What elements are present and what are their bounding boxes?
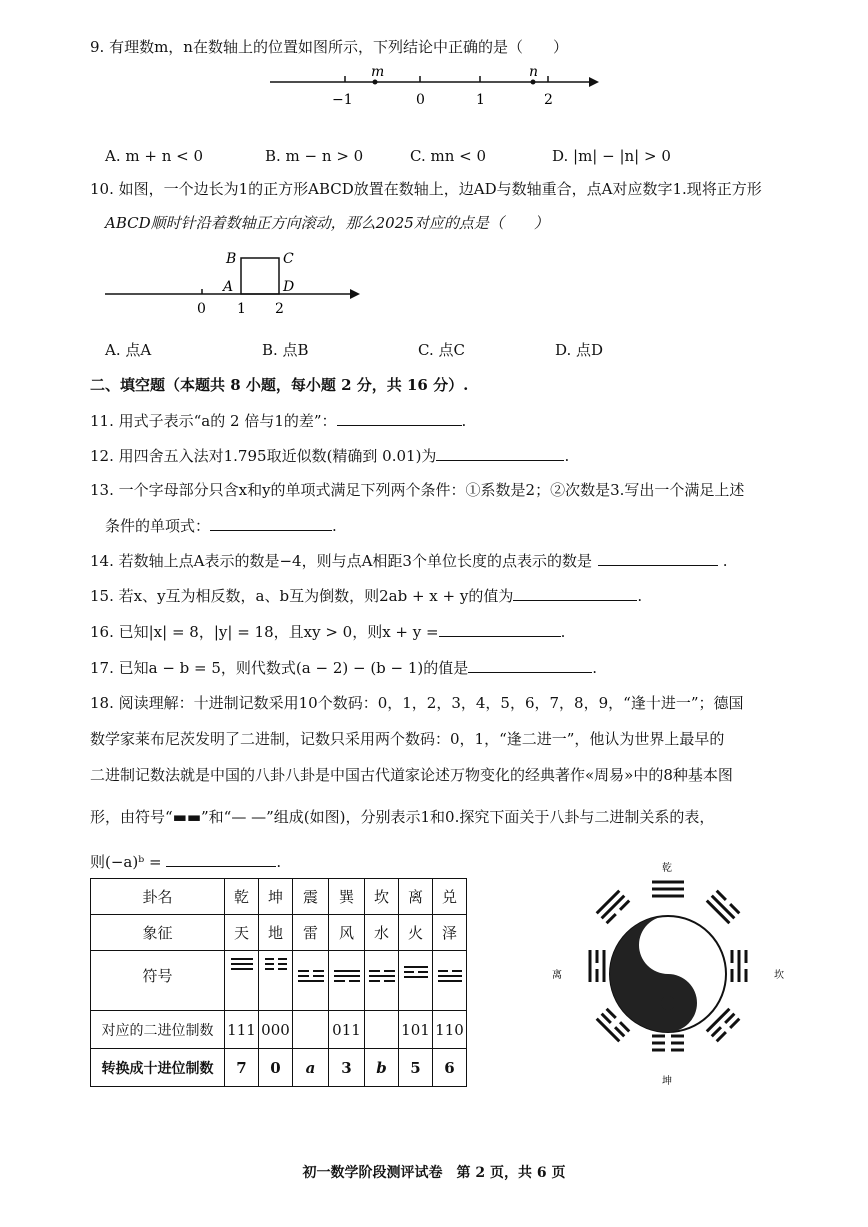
tick-label: −1 <box>332 92 353 108</box>
q18-line2: 数学家莱布尼茨发明了二进制，记数只采用两个数码：0，1，“逢二进一”，他认为世界上最早的 <box>90 730 725 748</box>
answer-blank[interactable] <box>210 516 332 531</box>
table-cell <box>365 1011 399 1049</box>
q18-line3: 二进制记数法就是中国的八卦八卦是中国古代道家论述万物变化的经典著作«周易»中的8种基本图 <box>90 766 733 784</box>
trigram-dui <box>433 951 467 1011</box>
q18-line1: 18. 阅读理解：十进制记数采用10个数码：0，1，2，3，4，5，6，7，8，9，“逢十进一”；德国 <box>90 694 744 712</box>
bagua-label-right: 坎 <box>774 970 784 981</box>
q15-text: 15. 若x、y互为相反数，a、b互为倒数，则2ab + x + y的值为 <box>90 587 514 605</box>
bagua-label-top: 乾 <box>662 863 672 874</box>
answer-blank[interactable] <box>439 622 561 637</box>
table-row <box>91 951 467 1011</box>
bagua-label-left: 离 <box>552 970 562 981</box>
table-header: 离 <box>399 879 433 915</box>
row-label: 转换成十进位制数 <box>91 1049 225 1087</box>
table-header: 乾 <box>225 879 259 915</box>
trigram-li <box>399 951 433 1011</box>
row-label: 符号 <box>91 951 225 1011</box>
answer-blank[interactable] <box>436 446 564 461</box>
q17: 17. 已知a − b = 5，则代数式(a − 2) − (b − 1)的值是 . <box>90 659 598 677</box>
q18-text: 则(−a)ᵇ = <box>90 853 162 871</box>
table-cell: 111 <box>225 1011 259 1049</box>
table-row <box>91 879 467 915</box>
table-cell: 000 <box>259 1011 293 1049</box>
q10-option-a: A. 点A <box>105 341 152 359</box>
table-header: 坎 <box>365 879 399 915</box>
q10-line1: 10. 如图，一个边长为1的正方形ABCD放置在数轴上，边AD与数轴重合，点A对应数字1.现将正方形 <box>90 180 762 198</box>
q12: 12. 用四舍五入法对1.795取近似数(精确到 0.01)为 . <box>90 447 570 465</box>
q14: 14. 若数轴上点A表示的数是−4，则与点A相距3个单位长度的点表示的数是 . <box>90 552 728 570</box>
table-cell: 地 <box>259 915 293 951</box>
table-header: 坤 <box>259 879 293 915</box>
q15: 15. 若x、y互为相反数，a、b互为倒数，则2ab + x + y的值为 . <box>90 587 643 605</box>
table-row <box>91 1049 467 1087</box>
table-cell: 天 <box>225 915 259 951</box>
q9-stem: 9. 有理数m，n在数轴上的位置如图所示，下列结论中正确的是（ ） <box>90 38 568 56</box>
q10-option-b: B. 点B <box>262 341 309 359</box>
table-cell: 101 <box>399 1011 433 1049</box>
trigram-kun <box>259 951 293 1011</box>
table-row <box>91 1011 467 1049</box>
q13-text: 条件的单项式： <box>105 517 211 535</box>
q10-line2: ABCD顺时针沿着数轴正方向滚动，那么2025对应的点是（ ） <box>105 214 549 232</box>
q12-text: 12. 用四舍五入法对1.795取近似数(精确到 0.01)为 <box>90 447 437 465</box>
table-cell: b <box>365 1049 399 1087</box>
q17-text: 17. 已知a − b = 5，则代数式(a − 2) − (b − 1)的值是 <box>90 659 469 677</box>
vertex-a: A <box>223 279 234 295</box>
tick-label: 0 <box>416 92 425 108</box>
table-cell: 泽 <box>433 915 467 951</box>
tick-label: 0 <box>197 301 206 317</box>
table-cell: 火 <box>399 915 433 951</box>
tick-label: 1 <box>476 92 485 108</box>
page-footer: 初一数学阶段测评试卷 第 2 页，共 6 页 <box>302 1165 566 1181</box>
yin-yang-icon <box>610 916 726 1032</box>
vertex-d: D <box>283 279 295 295</box>
table-cell: 风 <box>329 915 365 951</box>
q11-text: 11. 用式子表示“a的 2 倍与1的差”： <box>90 412 337 430</box>
table-cell: 5 <box>399 1049 433 1087</box>
table-cell: a <box>293 1049 329 1087</box>
bagua-label-bottom: 坤 <box>662 1076 672 1087</box>
trigram-zhen <box>293 951 329 1011</box>
table-cell: 6 <box>433 1049 467 1087</box>
tick-label: 2 <box>275 301 284 317</box>
trigram-qian <box>225 951 259 1011</box>
answer-blank[interactable] <box>468 658 592 673</box>
q10-option-c: C. 点C <box>418 341 465 359</box>
q10-square-figure <box>100 245 370 320</box>
q11: 11. 用式子表示“a的 2 倍与1的差”： . <box>90 412 467 430</box>
table-header: 卦名 <box>91 879 225 915</box>
section-heading: 二、填空题（本题共 8 小题，每小题 2 分，共 16 分）. <box>90 376 469 394</box>
bagua-table <box>90 878 467 1087</box>
q18-line4: 形，由符号“▬▬”和“— —”组成(如图)，分别表示1和0.探究下面关于八卦与二进制关系的表， <box>90 808 715 826</box>
q16-text: 16. 已知|x| = 8，|y| = 18，且xy > 0，则x + y = <box>90 623 439 641</box>
vertex-c: C <box>283 251 294 267</box>
q14-text: 14. 若数轴上点A表示的数是−4，则与点A相距3个单位长度的点表示的数是 <box>90 552 592 570</box>
answer-blank[interactable] <box>166 852 276 867</box>
table-cell: 110 <box>433 1011 467 1049</box>
q9-option-d: D. |m| − |n| > 0 <box>552 147 671 165</box>
table-cell: 7 <box>225 1049 259 1087</box>
table-row <box>91 915 467 951</box>
table-cell: 水 <box>365 915 399 951</box>
table-cell: 011 <box>329 1011 365 1049</box>
tick-label: 2 <box>544 92 553 108</box>
answer-blank[interactable] <box>337 411 462 426</box>
tick-label: 1 <box>237 301 246 317</box>
q9-option-b: B. m − n > 0 <box>265 147 364 165</box>
q16: 16. 已知|x| = 8，|y| = 18，且xy > 0，则x + y = . <box>90 623 566 641</box>
table-cell: 3 <box>329 1049 365 1087</box>
q13-line1: 13. 一个字母部分只含x和y的单项式满足下列两个条件：①系数是2；②次数是3.写出一个满足上述 <box>90 481 745 499</box>
row-label: 象征 <box>91 915 225 951</box>
table-cell: 0 <box>259 1049 293 1087</box>
q9-number-line <box>265 62 605 110</box>
q13-line2: 条件的单项式： . <box>105 517 337 535</box>
answer-blank[interactable] <box>513 586 637 601</box>
trigram-xun <box>329 951 365 1011</box>
q18-line5: 则(−a)ᵇ = . <box>90 853 282 871</box>
q9-option-c: C. mn < 0 <box>410 147 487 165</box>
table-cell: 雷 <box>293 915 329 951</box>
q9-option-a: A. m + n < 0 <box>105 147 204 165</box>
answer-blank[interactable] <box>598 551 718 566</box>
row-label: 对应的二进位制数 <box>91 1011 225 1049</box>
trigram-kan <box>365 951 399 1011</box>
bagua-diagram <box>550 858 790 1088</box>
label-n: n <box>529 64 539 80</box>
table-header: 兑 <box>433 879 467 915</box>
table-header: 巽 <box>329 879 365 915</box>
vertex-b: B <box>226 251 237 267</box>
q10-option-d: D. 点D <box>555 341 604 359</box>
label-m: m <box>371 64 385 80</box>
table-header: 震 <box>293 879 329 915</box>
table-cell <box>293 1011 329 1049</box>
